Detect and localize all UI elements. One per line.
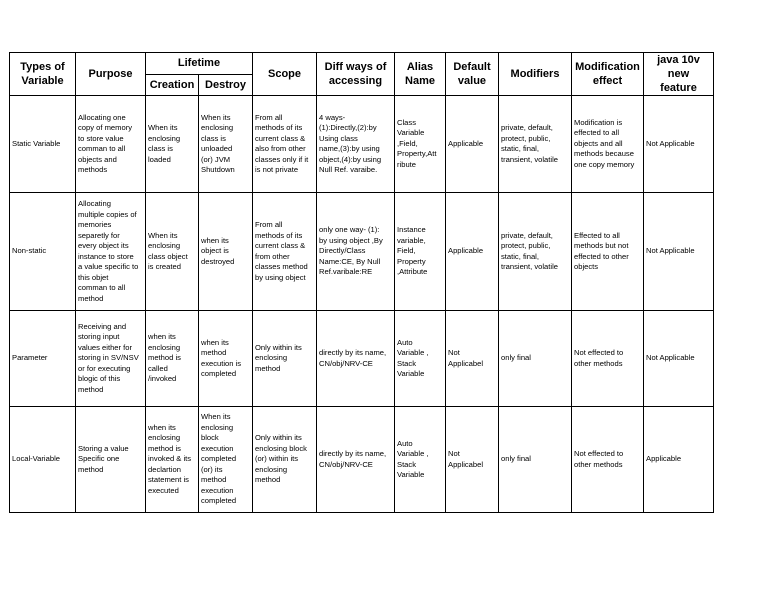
cell-creation: When its enclosing class is loaded (146, 96, 199, 193)
cell-modification: Not effected to other methods (572, 407, 644, 513)
cell-destroy: When its enclosing block execution completed (or) its method execution completed (199, 407, 253, 513)
cell-scope: From all methods of its current class & also from other classes only if it is not private (253, 96, 317, 193)
cell-default: Not Applicabel (446, 407, 499, 513)
cell-diff-ways: 4 ways- (1):Directly,(2):by Using class name,(3):by using object,(4):by using Null Ref. varaibe. (317, 96, 395, 193)
variables-comparison-table (9, 52, 714, 513)
cell-modification: Not effected to other methods (572, 311, 644, 407)
table-row-local-variable (10, 407, 714, 513)
cell-creation: when its enclosing method is invoked & its declartion statement is executed (146, 407, 199, 513)
table-row-parameter (10, 311, 714, 407)
cell-purpose: Allocating multiple copies of memories separetly for every object its instance to store a value specific to this objet comman to all method (76, 193, 146, 311)
cell-scope: Only within its enclosing block (or) within its enclosing method (253, 407, 317, 513)
cell-java10: Applicable (644, 407, 714, 513)
cell-modification: Modification is effected to all objects and all methods because one copy memory (572, 96, 644, 193)
header-lifetime: Lifetime (146, 53, 253, 75)
cell-default: Applicable (446, 193, 499, 311)
header-purpose: Purpose (76, 53, 146, 96)
cell-purpose: Receiving and storing input values either for storing in SV/NSV or for executing blogic of this method (76, 311, 146, 407)
cell-type: Local-Variable (10, 407, 76, 513)
cell-diff-ways: only one way- (1): by using object ,By Directly/Class Name:CE, By Null Ref.varibale:RE (317, 193, 395, 311)
cell-type: Parameter (10, 311, 76, 407)
cell-scope: Only within its enclosing method (253, 311, 317, 407)
cell-default: Applicable (446, 96, 499, 193)
cell-alias: Instance variable, Field, Property ,Attribute (395, 193, 446, 311)
cell-alias: Auto Variable , Stack Variable (395, 311, 446, 407)
cell-modifiers: only final (499, 311, 572, 407)
header-scope: Scope (253, 53, 317, 96)
header-destroy: Destroy (199, 74, 253, 96)
header-default-value: Default value (446, 53, 499, 96)
header-creation: Creation (146, 74, 199, 96)
cell-creation: when its enclosing method is called /invoked (146, 311, 199, 407)
cell-destroy: when its object is destroyed (199, 193, 253, 311)
cell-scope: From all methods of its current class & from other classes method by using object (253, 193, 317, 311)
header-row (10, 53, 714, 75)
cell-alias: Auto Variable , Stack Variable (395, 407, 446, 513)
cell-purpose: Allocating one copy of memory to store value comman to all objects and methods (76, 96, 146, 193)
cell-destroy: when its method execution is completed (199, 311, 253, 407)
cell-java10: Not Applicable (644, 311, 714, 407)
cell-type: Non-static (10, 193, 76, 311)
cell-modifiers: private, default, protect, public, static, final, transient, volatile (499, 193, 572, 311)
cell-type: Static Variable (10, 96, 76, 193)
cell-java10: Not Applicable (644, 193, 714, 311)
table-row-non-static (10, 193, 714, 311)
cell-purpose: Storing a value Specific one method (76, 407, 146, 513)
header-modifiers: Modifiers (499, 53, 572, 96)
cell-modifiers: only final (499, 407, 572, 513)
cell-destroy: When its enclosing class is unloaded (or) JVM Shutdown (199, 96, 253, 193)
cell-java10: Not Applicable (644, 96, 714, 193)
cell-modification: Effected to all methods but not effected to other objects (572, 193, 644, 311)
header-diff-ways: Diff ways of accessing (317, 53, 395, 96)
table-row-static (10, 96, 714, 193)
cell-diff-ways: directly by its name, CN/obj/NRV-CE (317, 311, 395, 407)
cell-diff-ways: directly by its name, CN/obj/NRV-CE (317, 407, 395, 513)
header-alias-name: Alias Name (395, 53, 446, 96)
header-modification-effect: Modification effect (572, 53, 644, 96)
cell-modifiers: private, default, protect, public, static, final, transient, volatile (499, 96, 572, 193)
header-types-of-variable: Types of Variable (10, 53, 76, 96)
cell-alias: Class Variable ,Field, Property,Att ribute (395, 96, 446, 193)
header-java10-feature: java 10v new feature (644, 53, 714, 96)
cell-default: Not Applicabel (446, 311, 499, 407)
cell-creation: When its enclosing class object is created (146, 193, 199, 311)
